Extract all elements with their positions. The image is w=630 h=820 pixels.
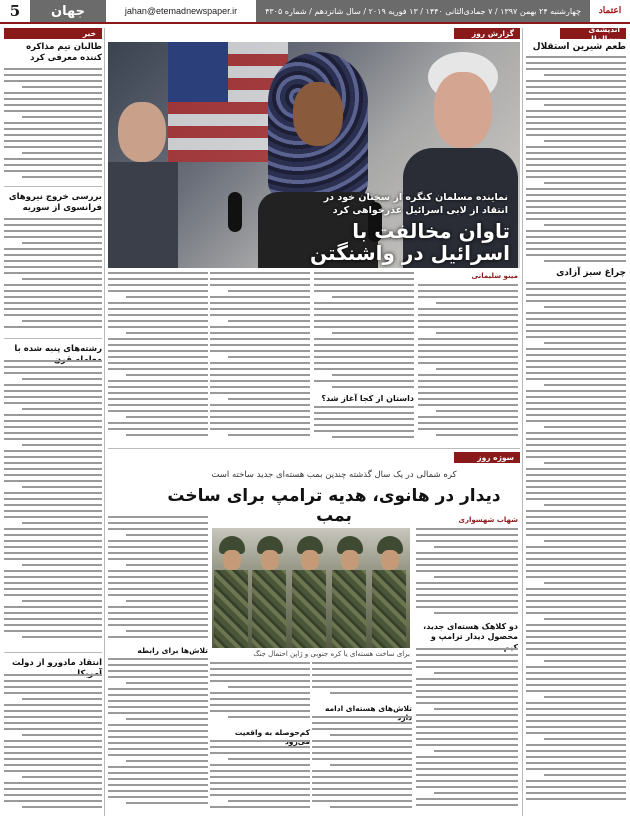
news-divider: [4, 186, 102, 187]
left-story4-title: انتقاد مادورو از دولت: [11, 658, 102, 668]
news-divider: [4, 652, 102, 653]
main-report-tag: گزارش روز: [454, 28, 520, 39]
second-story-sub2: کم‌حوصله به واقعیت: [234, 728, 310, 737]
dateline: چهارشنبه ۲۴ بهمن ۱۳۹۷ / ۷ جمادی‌الثانی ۱۴۴۰ / ۱۳ فوریه ۲۰۱۹ / سال شانزدهم / شماره ۴۳۰۵: [256, 0, 590, 22]
soldier: [372, 528, 406, 648]
header-rule: [0, 22, 630, 24]
second-story-body-col2b: [312, 716, 412, 814]
main-story-inner-subtitle: داستان از کجا آغاز شد؟: [321, 394, 414, 403]
main-story-headline: تاوان مخالفت با اسرائیل در واشنگتن: [310, 219, 510, 265]
microphone: [228, 192, 242, 232]
right-article1-title: طعم شیرین استقلال: [532, 42, 626, 52]
right-article2-body: [526, 282, 626, 816]
masthead: [0, 0, 630, 22]
soldier: [332, 528, 366, 648]
right-column-tag: اندیشه‌ی بین‌الملل: [560, 28, 626, 39]
page-number: 5: [0, 0, 30, 22]
newspaper-logo: اعتماد: [590, 0, 630, 22]
main-story-byline: مینو سلیمانی: [471, 272, 518, 280]
main-story-photo: [108, 42, 520, 268]
second-story-body-col2a: [312, 662, 412, 702]
second-story-body-col4a: [108, 516, 208, 644]
left-story3-body: [4, 360, 102, 648]
main-story-body-col2: [314, 272, 414, 392]
main-story-body-col3: [210, 272, 310, 444]
right-article1-body: [526, 56, 626, 266]
soldier: [252, 528, 286, 648]
person-left: [108, 92, 178, 268]
second-story-byline: شهاب شهسواری: [458, 516, 518, 524]
news-tag: خبر: [4, 28, 102, 39]
main-story-body-col1: [418, 284, 518, 444]
second-story-subhead: کره شمالی در یک سال گذشته چندین بمب هسته‌ای جدید ساخته است: [211, 470, 457, 480]
second-story-sub4: تلاش‌ها برای رابطه: [137, 646, 208, 655]
soldier: [292, 528, 326, 648]
second-story-sub3: دو کلاهک هسته‌ای جدید، محصول دیدار ترامپ و: [423, 622, 518, 642]
section-email[interactable]: jahan@etemadnewspaper.ir: [124, 6, 238, 16]
second-story-body-col1a: [416, 528, 518, 620]
second-story-headline: دیدار در هانوی، هدیه ترامپ برای ساخت بمب: [167, 486, 501, 526]
second-story-sub1: تلاش‌های هسته‌ای ادامه: [324, 704, 412, 713]
second-story-body-col4b: [108, 658, 208, 814]
left-story3-title: رشته‌های پنبه شده با: [14, 344, 102, 354]
second-story-body-col3a: [210, 662, 310, 726]
second-report-tag: سوژه روز: [454, 452, 520, 463]
soldiers-photo-caption: برای ساخت هسته‌ای یا کره جنوبی و ژاپن احتمال جنگ: [253, 650, 410, 658]
soldier: [214, 528, 248, 648]
news-divider: [4, 338, 102, 339]
column-divider: [522, 28, 523, 816]
left-story1-title: طالبان تیم مذاکره کننده معرفی کرد: [26, 42, 102, 64]
left-story1-body: [4, 68, 102, 182]
main-story-subhead: نماینده مسلمان کنگره از سخنان خود در انتقاد از لابی اسرائیل عذرخواهی کرد: [323, 192, 508, 216]
right-article2-title: چراغ سبز آزادی: [556, 268, 626, 278]
main-story-body-col2b: [314, 406, 414, 444]
left-story4-body: [4, 674, 102, 814]
column-divider: [104, 28, 105, 816]
section-divider: [108, 448, 520, 449]
second-story-body-col3b: [210, 740, 310, 814]
left-story2-body: [4, 218, 102, 334]
main-story-body-col4: [108, 272, 208, 444]
soldiers-photo: [212, 528, 410, 648]
second-story-body-col1b: [416, 648, 518, 814]
section-name: جهان: [30, 0, 106, 22]
left-story2-title: بررسی خروج نیروهای فرانسوی از سوریه: [8, 192, 102, 214]
